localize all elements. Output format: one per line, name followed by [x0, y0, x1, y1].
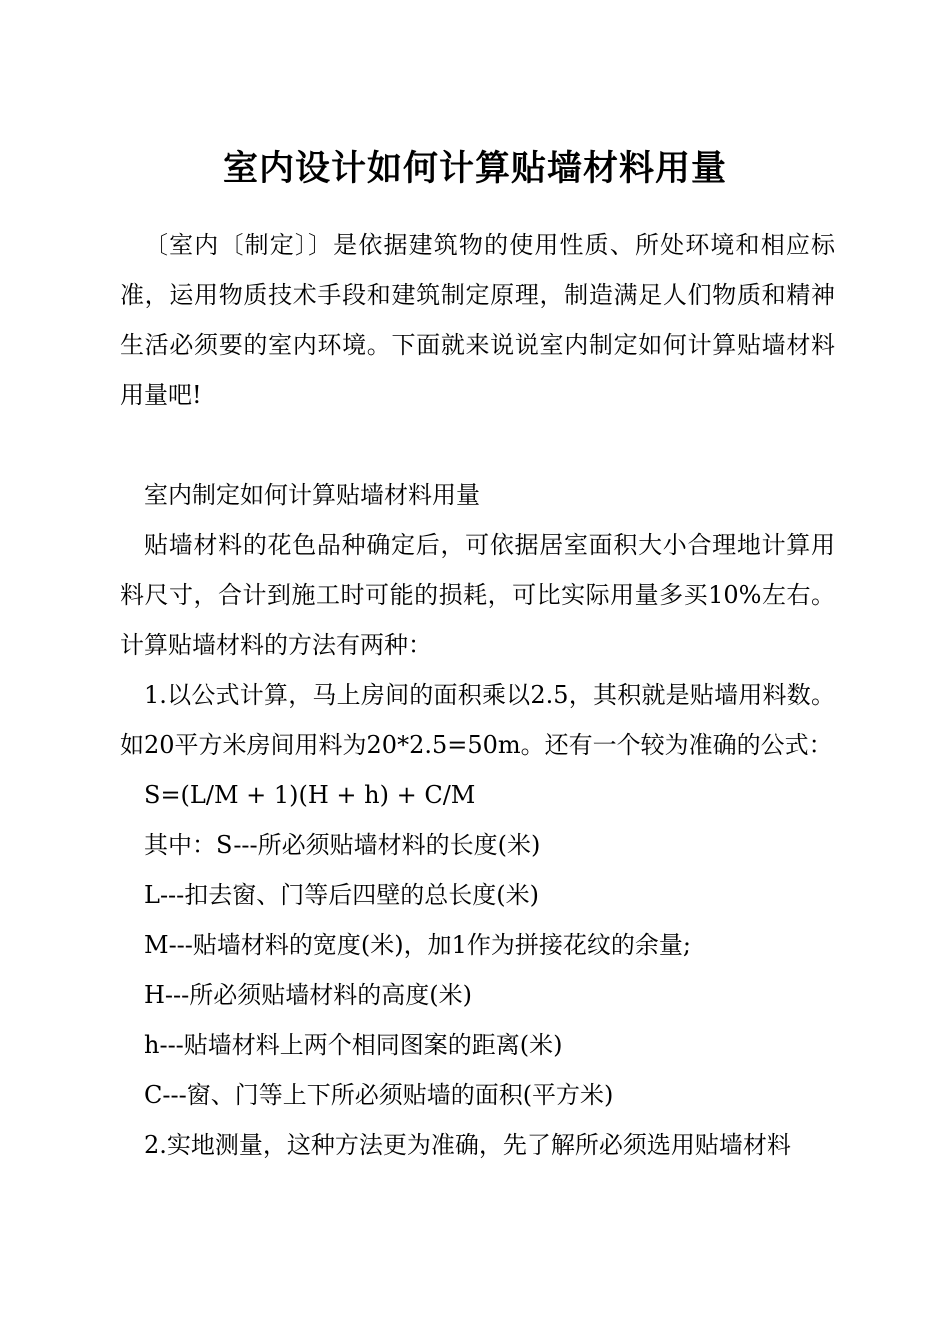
section-heading: 室内制定如何计算贴墙材料用量 [144, 481, 480, 509]
definition-m: M---贴墙材料的宽度(米)，加1作为拼接花纹的余量; [144, 931, 691, 959]
document-body [120, 220, 835, 1170]
paragraph-intro: 〔室内〔制定〕〕是依据建筑物的使用性质、所处环境和相应标准，运用物质技术手段和建筑制定原理，制造满足人们物质和精神生活必须要的室内环境。下面就来说说室内制定如何计算贴墙材料用量吧! [120, 231, 835, 409]
definition-s: 其中：S---所必须贴墙材料的长度(米) [144, 831, 541, 859]
paragraph-method-two: 2.实地测量，这种方法更为准确，先了解所必须选用贴墙材料 [144, 1131, 791, 1159]
paragraph-purchase-note: 贴墙材料的花色品种确定后，可依据居室面积大小合理地计算用料尺寸，合计到施工时可能的损耗，可比实际用量多买10%左右。计算贴墙材料的方法有两种： [120, 531, 835, 659]
paragraph-spacer [120, 420, 835, 470]
definition-h-upper: H---所必须贴墙材料的高度(米) [144, 981, 472, 1009]
formula-line: S=(L/M + 1)(H + h) + C/M [144, 781, 476, 809]
document-title: 室内设计如何计算贴墙材料用量 [222, 149, 727, 189]
definition-l: L---扣去窗、门等后四壁的总长度(米) [144, 881, 539, 909]
paragraph-method-one: 1.以公式计算，马上房间的面积乘以2.5，其积就是贴墙用料数。如20平方米房间用料为20*2.5=50m。还有一个较为准确的公式： [120, 681, 835, 759]
definition-h-lower: h---贴墙材料上两个相同图案的距离(米) [144, 1031, 563, 1059]
definition-c: C---窗、门等上下所必须贴墙的面积(平方米) [144, 1081, 614, 1109]
